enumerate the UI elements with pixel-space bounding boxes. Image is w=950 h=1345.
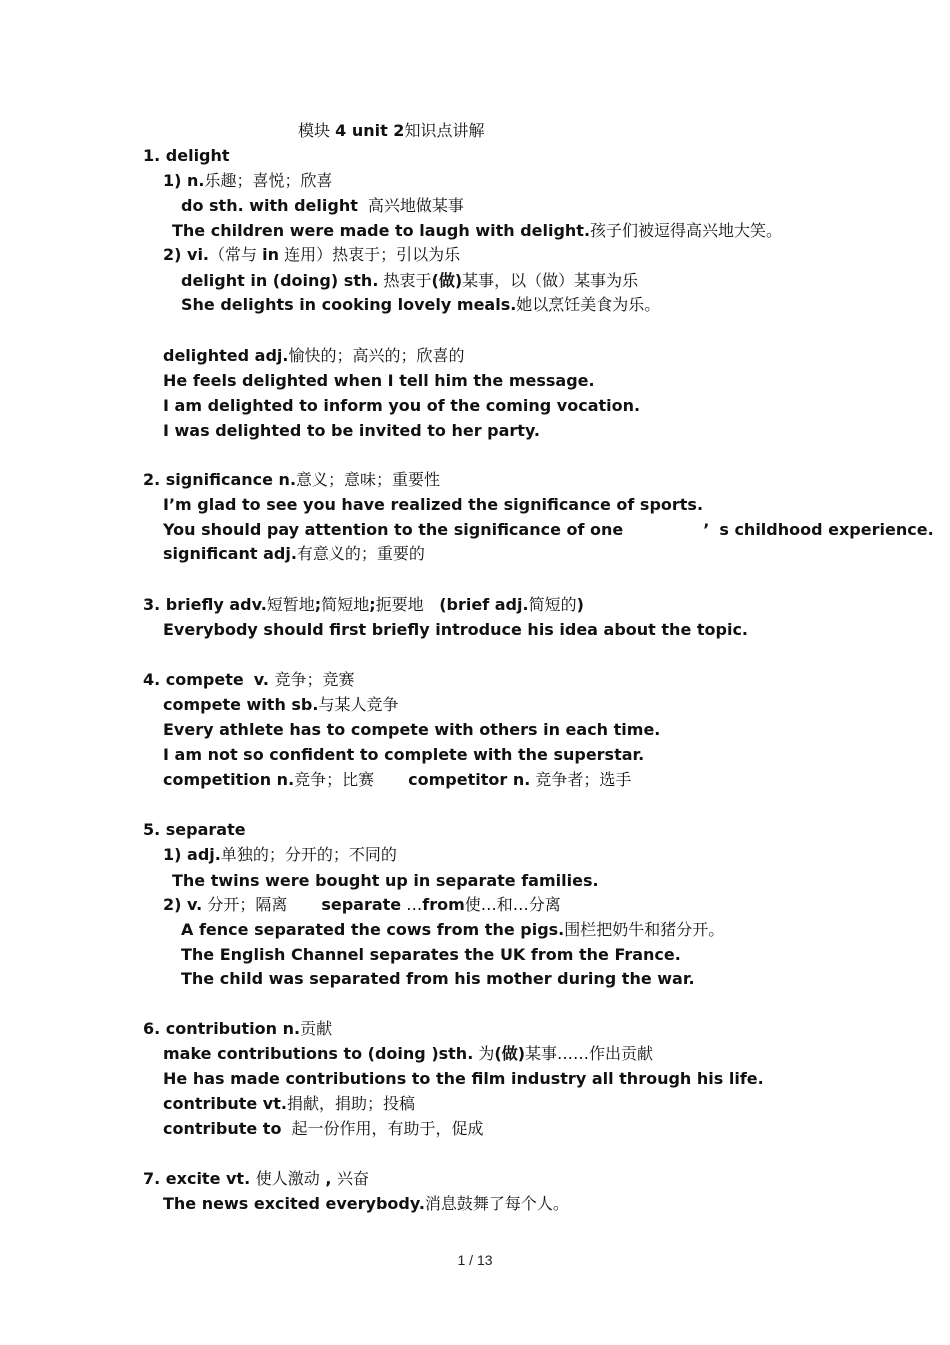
derivative-word: significant adj. (163, 544, 297, 563)
phrase-meaning: 为 (478, 1044, 495, 1063)
derivative-line (163, 1094, 415, 1114)
phrase-meaning: 热衷于 (383, 271, 432, 290)
entry-meaning: 扼要地 (375, 595, 424, 614)
phrase-line (163, 1119, 483, 1139)
example-en: Everybody should first briefly introduce his idea about the topic. (163, 620, 748, 639)
entry-heading (143, 1019, 332, 1039)
sense-label: 2) vi. (163, 245, 210, 264)
phrase-meaning: 与某人竞争 (318, 695, 399, 714)
example-en: The news excited everybody. (163, 1194, 425, 1213)
example-sentence (163, 520, 934, 540)
entry-meaning: 简短地 (321, 595, 370, 614)
definition-line (163, 895, 561, 915)
phrase-meaning-bold: (做) (494, 1044, 526, 1063)
entry-meaning: 意义；意味；重要性 (296, 470, 441, 489)
entry-heading (143, 1169, 369, 1189)
example-cn: 孩子们被逗得高兴地大笑。 (590, 221, 783, 240)
entry-meaning: 使人激动 (255, 1169, 320, 1188)
derivative-meaning: 愉快的；高兴的；欣喜的 (288, 346, 465, 365)
derivative-word: competition n. (163, 770, 295, 789)
phrase-meaning: 某事……作出贡献 (525, 1044, 654, 1063)
definition-line (163, 845, 397, 865)
derivative-line (163, 770, 631, 790)
phrase-meaning: 某事，以（做）某事为乐 (462, 271, 639, 290)
example-en: The children were made to laugh with delight. (172, 221, 591, 240)
example-en: The twins were bought up in separate families. (172, 871, 599, 890)
example-en: The child was separated from his mother during the war. (181, 969, 695, 988)
derivative-line (163, 544, 425, 564)
phrase: do sth. with delight (181, 196, 358, 215)
example-sentence (163, 495, 703, 515)
example-sentence (172, 221, 782, 241)
entry-word: 2. significance n. (143, 470, 297, 489)
phrase-line (181, 271, 638, 291)
entry-word: 6. contribution n. (143, 1019, 301, 1038)
derivative-word: contribute vt. (163, 1094, 287, 1113)
example-en: A fence separated the cows from the pigs. (181, 920, 565, 939)
example-sentence (172, 871, 599, 891)
apostrophe: ’ (703, 520, 710, 539)
example-sentence (181, 295, 660, 315)
phrase: make contributions to (doing )sth. (163, 1044, 474, 1063)
title-unit: 4 unit 2 (335, 121, 405, 140)
example-sentence (163, 745, 644, 765)
example-en: I was delighted to be invited to her party. (163, 421, 540, 440)
title-text: 模块 (298, 121, 331, 140)
derivative-word: delighted adj. (163, 346, 289, 365)
related-word: (brief adj. (439, 595, 529, 614)
derivative-meaning: 竞争；比赛 (294, 770, 375, 789)
example-sentence (163, 620, 748, 640)
ellipsis: … (406, 895, 423, 914)
definition-line (163, 245, 460, 265)
phrase: delight in (doing) sth. (181, 271, 379, 290)
derivative-line (163, 346, 464, 366)
sense-text: 分开；隔离 (207, 895, 288, 914)
sense-text: 连用）热衷于；引以为乐 (284, 245, 461, 264)
example-en: He has made contributions to the film industry all through his life. (163, 1069, 764, 1088)
separator: ; (369, 595, 376, 614)
paren: ) (576, 595, 584, 614)
example-cn: 消息鼓舞了每个人。 (424, 1194, 569, 1213)
phrase: from (422, 895, 465, 914)
sense-label: 1) n. (163, 171, 205, 190)
separator: ; (314, 595, 322, 614)
derivative-meaning: 有意义的；重要的 (296, 544, 425, 563)
example-en: She delights in cooking lovely meals. (181, 295, 517, 314)
entry-meaning: 竞争；竞赛 (274, 670, 355, 689)
example-en: s childhood experience. (719, 520, 934, 539)
example-sentence (181, 945, 681, 965)
sense-text: 乐趣；喜悦；欣喜 (204, 171, 333, 190)
example-cn: 围栏把奶牛和猪分开。 (564, 920, 725, 939)
entry-heading (143, 670, 355, 690)
sense-text: （常与 (209, 245, 258, 264)
entry-word: 4. compete (143, 670, 244, 689)
sense-label: 1) adj. (163, 845, 221, 864)
phrase-meaning: 使…和…分离 (464, 895, 561, 914)
sense-text: 单独的；分开的；不同的 (220, 845, 397, 864)
example-sentence (163, 371, 595, 391)
entry-word: 7. excite vt. (143, 1169, 251, 1188)
entry-word: 3. briefly adv. (143, 595, 267, 614)
related-meaning: 简短的 (528, 595, 577, 614)
example-sentence (181, 969, 695, 989)
phrase: separate (321, 895, 402, 914)
example-en: I am delighted to inform you of the coming vocation. (163, 396, 641, 415)
phrase: contribute to (163, 1119, 282, 1138)
phrase-meaning-bold: (做) (431, 271, 463, 290)
phrase-line (163, 1044, 653, 1064)
entry-meaning: 短暂地 (266, 595, 315, 614)
preposition: in (262, 245, 279, 264)
phrase-line (163, 695, 398, 715)
example-en: The English Channel separates the UK from the France. (181, 945, 681, 964)
phrase: compete with sb. (163, 695, 319, 714)
example-cn: 她以烹饪美食为乐。 (516, 295, 661, 314)
example-en: Every athlete has to compete with others in each time. (163, 720, 661, 739)
title-text-cn: 知识点讲解 (404, 121, 485, 140)
derivative-meaning: 捐献，捐助；投稿 (286, 1094, 415, 1113)
example-sentence (181, 920, 724, 940)
page-number: 1 / 13 (457, 1252, 493, 1268)
entry-meaning: 兴奋 (336, 1169, 369, 1188)
example-en: I am not so confident to complete with the superstar. (163, 745, 645, 764)
example-sentence (163, 396, 640, 416)
separator: , (325, 1169, 332, 1188)
entry-meaning: 贡献 (300, 1019, 333, 1038)
phrase-meaning: 高兴地做某事 (367, 196, 464, 215)
example-sentence (163, 421, 540, 441)
derivative-meaning: 竞争者；选手 (535, 770, 632, 789)
derivative-word: competitor n. (408, 770, 531, 789)
example-en: I’m glad to see you have realized the significance of sports. (163, 495, 704, 514)
definition-line (163, 171, 333, 191)
example-en: You should pay attention to the significance of one (163, 520, 624, 539)
entry-heading: 1. delight (143, 146, 230, 165)
part-of-speech: v. (253, 670, 269, 689)
example-sentence (163, 1194, 569, 1214)
example-sentence (163, 1069, 764, 1089)
page-title (298, 121, 484, 141)
sense-label: 2) v. (163, 895, 203, 914)
phrase-meaning: 起一份作用，有助于，促成 (291, 1119, 484, 1138)
phrase-line (181, 196, 464, 216)
entry-heading: 5. separate (143, 820, 246, 839)
example-en: He feels delighted when I tell him the message. (163, 371, 595, 390)
entry-heading (143, 470, 440, 490)
example-sentence (163, 720, 660, 740)
entry-heading (143, 595, 584, 615)
